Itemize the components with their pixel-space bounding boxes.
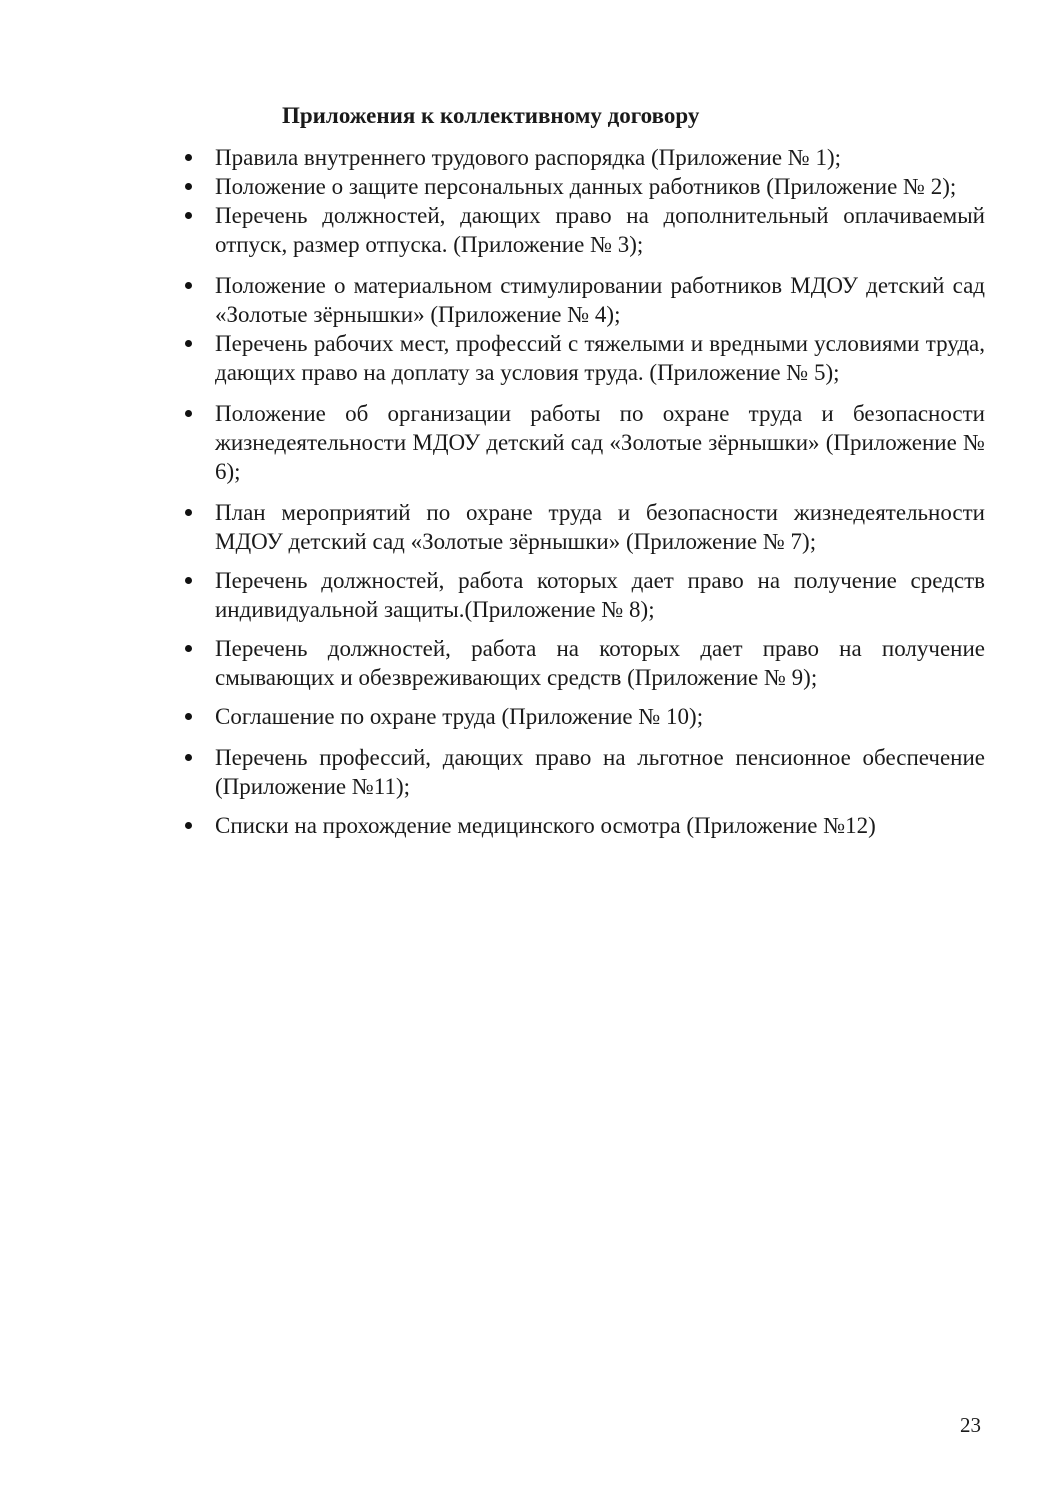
list-item bbox=[215, 498, 985, 556]
bullet-icon bbox=[185, 822, 192, 829]
bullet-icon bbox=[185, 509, 192, 516]
bullet-icon bbox=[185, 577, 192, 584]
appendix-list bbox=[215, 143, 985, 840]
list-item bbox=[215, 172, 985, 201]
list-item-text: План мероприятий по охране труда и безопасности жизнедеятельности МДОУ детский сад «Золотые зёрнышки» (Приложение № 7); bbox=[215, 500, 985, 554]
list-item bbox=[215, 399, 985, 486]
list-item-text: Перечень должностей, работа которых дает право на получение средств индивидуальной защиты.(Приложение № 8); bbox=[215, 568, 985, 622]
bullet-icon bbox=[185, 183, 192, 190]
list-item-text: Положение о защите персональных данных работников (Приложение № 2); bbox=[215, 174, 957, 199]
bullet-icon bbox=[185, 154, 192, 161]
document-title: Приложения к коллективному договору bbox=[282, 103, 700, 128]
list-item-text: Положение о материальном стимулировании работников МДОУ детский сад «Золотые зёрнышки» (Приложение № 4); bbox=[215, 273, 985, 327]
bullet-icon bbox=[185, 282, 192, 289]
page-number: 23 bbox=[960, 1413, 981, 1437]
list-item bbox=[215, 329, 985, 387]
list-item-text: Перечень профессий, дающих право на льготное пенсионное обеспечение (Приложение №11); bbox=[215, 745, 985, 799]
list-item-text: Перечень рабочих мест, профессий с тяжелыми и вредными условиями труда, дающих право на доплату за условия труда. (Приложение № 5); bbox=[215, 331, 985, 385]
list-item-text: Перечень должностей, работа на которых дает право на получение смывающих и обезвреживающих средств (Приложение № 9); bbox=[215, 636, 985, 690]
list-item bbox=[215, 143, 985, 172]
list-item bbox=[215, 743, 985, 801]
bullet-icon bbox=[185, 212, 192, 219]
bullet-icon bbox=[185, 754, 192, 761]
list-item-text: Списки на прохождение медицинского осмотра (Приложение №12) bbox=[215, 813, 876, 838]
list-item-text: Правила внутреннего трудового распорядка (Приложение № 1); bbox=[215, 145, 842, 170]
bullet-icon bbox=[185, 410, 192, 417]
list-item bbox=[215, 634, 985, 692]
list-item bbox=[215, 811, 985, 840]
list-item-text: Соглашение по охране труда (Приложение № 10); bbox=[215, 704, 704, 729]
list-item bbox=[215, 566, 985, 624]
list-item-text: Положение об организации работы по охране труда и безопасности жизнедеятельности МДОУ детский сад «Золотые зёрнышки» (Приложение № 6); bbox=[215, 401, 985, 484]
bullet-icon bbox=[185, 340, 192, 347]
list-item bbox=[215, 201, 985, 259]
list-item bbox=[215, 271, 985, 329]
bullet-icon bbox=[185, 713, 192, 720]
list-item-text: Перечень должностей, дающих право на дополнительный оплачиваемый отпуск, размер отпуска. (Приложение № 3); bbox=[215, 203, 985, 257]
bullet-icon bbox=[185, 645, 192, 652]
list-item bbox=[215, 702, 985, 731]
